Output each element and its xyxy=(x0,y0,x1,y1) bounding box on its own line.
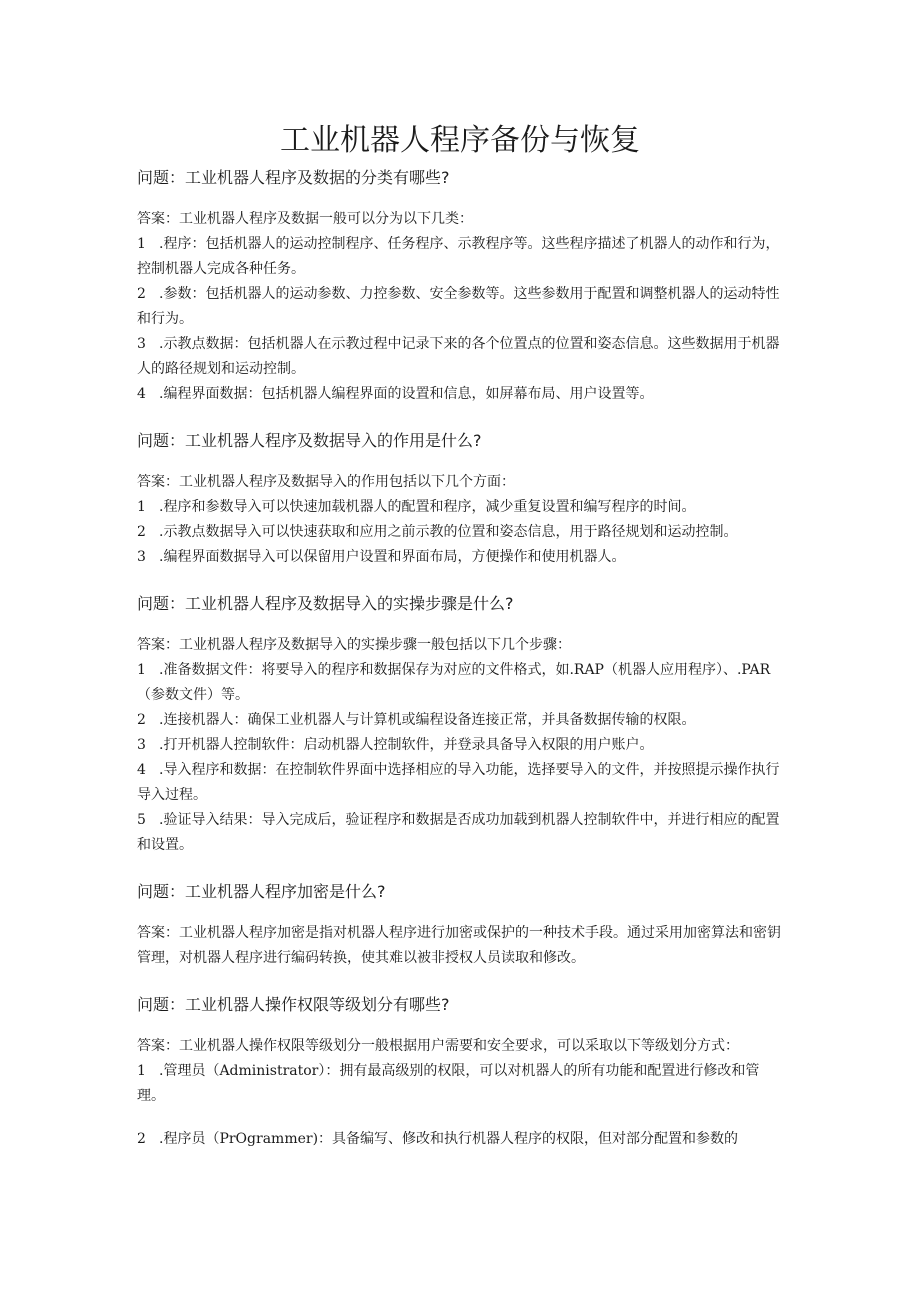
question-heading: 问题：工业机器人程序及数据导入的作用是什么? xyxy=(137,431,482,450)
qa-section xyxy=(137,429,787,570)
qa-section xyxy=(137,592,787,858)
question-heading: 问题：工业机器人程序加密是什么? xyxy=(137,882,386,901)
list-item: 2 .程序员（PrOgrammer)：具备编写、修改和执行机器人程序的权限，但对部分配置和参数的 xyxy=(137,1131,739,1147)
list-item: 2 .参数：包括机器人的运动参数、力控参数、安全参数等。这些参数用于配置和调整机器人的运动特性和行为。 xyxy=(137,286,780,327)
list-item: 5 .验证导入结果：导入完成后，验证程序和数据是否成功加载到机器人控制软件中，并进行相应的配置和设置。 xyxy=(137,812,780,853)
list-item: 4 .编程界面数据：包括机器人编程界面的设置和信息，如屏幕布局、用户设置等。 xyxy=(137,386,654,402)
list-item: 3 .编程界面数据导入可以保留用户设置和界面布局，方便操作和使用机器人。 xyxy=(137,549,626,565)
list-item: 4 .导入程序和数据：在控制软件界面中选择相应的导入功能，选择要导入的文件，并按照提示操作执行导入过程。 xyxy=(137,762,780,803)
answer-text: 答案：工业机器人程序加密是指对机器人程序进行加密或保护的一种技术手段。通过采用加密算法和密钥管理，对机器人程序进行编码转换，使其难以被非授权人员读取和修改。 xyxy=(137,925,781,966)
list-item: 1 .管理员（Administrator）：拥有最高级别的权限，可以对机器人的所有功能和配置进行修改和管理。 xyxy=(137,1063,760,1104)
page-title: 工业机器人程序备份与恢复 xyxy=(280,123,640,158)
question-heading: 问题：工业机器人程序及数据导入的实操步骤是什么? xyxy=(137,594,514,613)
list-item: 1 .准备数据文件：将要导入的程序和数据保存为对应的文件格式，如.RAP（机器人应用程序）、.PAR（参数文件）等。 xyxy=(137,662,771,703)
list-item: 2 .连接机器人：确保工业机器人与计算机或编程设备连接正常，并具备数据传输的权限。 xyxy=(137,712,696,728)
answer-intro: 答案：工业机器人操作权限等级划分一般根据用户需要和安全要求，可以采取以下等级划分方式： xyxy=(137,1038,739,1054)
qa-section xyxy=(137,880,787,971)
list-item: 2 .示教点数据导入可以快速获取和应用之前示教的位置和姿态信息，用于路径规划和运动控制。 xyxy=(137,524,738,540)
list-item: 1 .程序：包括机器人的运动控制程序、任务程序、示教程序等。这些程序描述了机器人的动作和行为，控制机器人完成各种任务。 xyxy=(137,236,780,277)
answer-intro: 答案：工业机器人程序及数据一般可以分为以下几类： xyxy=(137,211,473,227)
answer-intro: 答案：工业机器人程序及数据导入的实操步骤一般包括以下几个步骤： xyxy=(137,637,571,653)
answer-intro: 答案：工业机器人程序及数据导入的作用包括以下几个方面： xyxy=(137,474,515,490)
question-heading: 问题：工业机器人操作权限等级划分有哪些? xyxy=(137,995,450,1014)
qa-section xyxy=(137,993,787,1152)
list-item: 1 .程序和参数导入可以快速加载机器人的配置和程序，减少重复设置和编写程序的时间。 xyxy=(137,499,696,515)
qa-section xyxy=(137,166,787,407)
document-body xyxy=(137,166,787,1152)
list-item: 3 .打开机器人控制软件：启动机器人控制软件，并登录具备导入权限的用户账户。 xyxy=(137,737,654,753)
question-heading: 问题：工业机器人程序及数据的分类有哪些? xyxy=(137,168,450,187)
list-item: 3 .示教点数据：包括机器人在示教过程中记录下来的各个位置点的位置和姿态信息。这些数据用于机器人的路径规划和运动控制。 xyxy=(137,336,780,377)
